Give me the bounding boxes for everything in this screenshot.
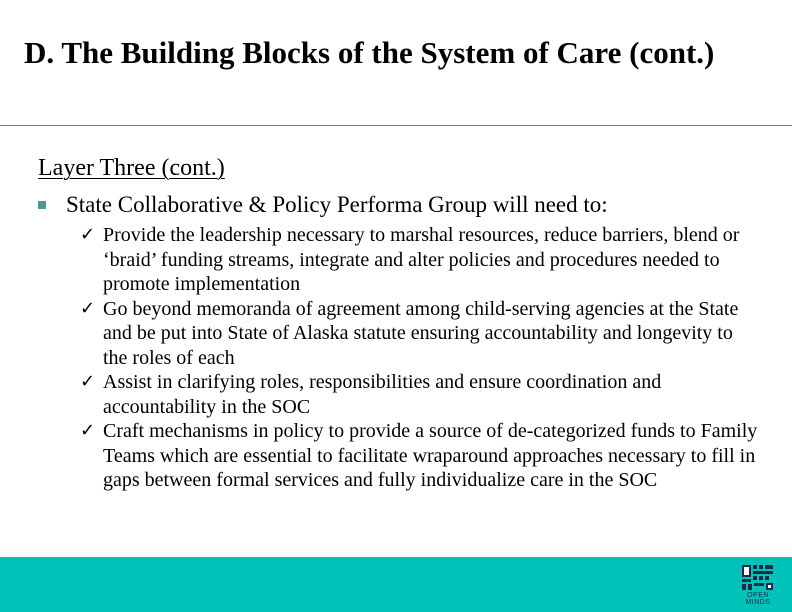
slide-title: D. The Building Blocks of the System of Care (cont.): [24, 35, 715, 70]
footer-band: [0, 557, 792, 612]
main-bullet: [38, 190, 778, 220]
check-item-text: Provide the leadership necessary to marshal resources, reduce barriers, blend or ‘braid’ funding streams, integrate and alter policies and procedures needed to promote implementation: [103, 224, 740, 295]
open-minds-logo: [740, 563, 776, 609]
check-item-text: Go beyond memoranda of agreement among child-serving agencies at the State and be put into State of Alaska statute ensuring accountability and longevity to the roles of each: [103, 297, 739, 369]
check-item: [80, 370, 760, 419]
check-item: [80, 297, 760, 371]
logo-wordmark: [740, 592, 776, 606]
main-bullet-text: State Collaborative & Policy Performa Group will need to:: [66, 192, 608, 217]
check-mark-icon: ✓: [80, 224, 96, 245]
check-mark-icon: ✓: [80, 371, 96, 392]
title-divider: [0, 125, 792, 126]
check-item: [80, 419, 760, 493]
check-item-text: Assist in clarifying roles, responsibilities and ensure coordination and accountability in the SOC: [103, 371, 662, 418]
check-list: [80, 223, 760, 493]
section-subheading: Layer Three (cont.): [38, 155, 225, 181]
check-item: [80, 223, 760, 297]
open-minds-logo-icon: [740, 563, 776, 593]
check-mark-icon: ✓: [80, 420, 96, 441]
logo-line-2: MINDS: [745, 599, 771, 606]
logo-line-1: OPEN: [747, 592, 769, 599]
check-mark-icon: ✓: [80, 297, 96, 319]
check-item-text: Craft mechanisms in policy to provide a source of de-categorized funds to Family Teams which are essential to facilitate wraparound approaches necessary to fill in gaps between formal services and fully individualize care in the SOC: [103, 420, 758, 491]
square-bullet-icon: [38, 201, 46, 209]
